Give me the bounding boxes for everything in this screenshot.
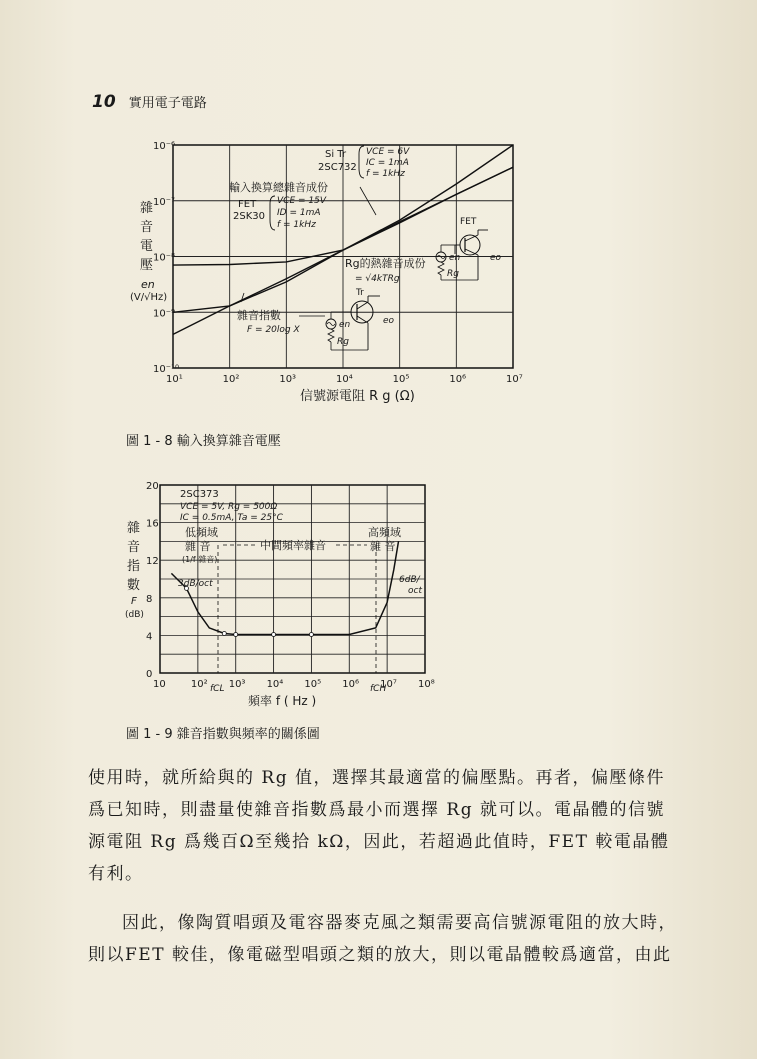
total-noise-label: 輸入換算總雜音成份: [229, 181, 328, 194]
noise-figure-point: [309, 633, 313, 637]
fig1-x-tick-label: 10⁷: [506, 374, 523, 385]
fig2-y-ticks: [146, 481, 159, 680]
si-ic-label: IC = 1mA: [366, 158, 409, 168]
noise-figure-point: [272, 633, 276, 637]
fig2-model-label: 2SC373: [180, 489, 219, 500]
fig1-y-ticks: [153, 141, 179, 375]
figure-1-9: [0, 470, 757, 710]
fig2-y-tick-label: 0: [146, 669, 153, 680]
fig2-y-tick-label: 8: [146, 593, 153, 605]
fig2-x-tick-label: 10⁷: [380, 679, 397, 690]
page-number: 10: [92, 92, 116, 112]
low-band-label-2: 雜 音: [185, 540, 211, 553]
fig1-x-tick-label: 10⁵: [392, 374, 410, 385]
si-brace: [359, 146, 364, 178]
tr-rg-label: Rg: [337, 337, 349, 347]
fig2-x-tick-label: 10: [153, 679, 166, 690]
fig1-y-tick-label: 10⁻⁷: [153, 196, 176, 208]
fet-vce-label: VCE = 15V: [277, 196, 326, 206]
fig2-ylabel-char: 音: [127, 540, 141, 555]
noise-formula: F = 20log X: [247, 325, 300, 335]
fet-resistor-icon: [438, 262, 444, 275]
thermal-noise-label: Rg的熱雜音成份: [345, 257, 426, 270]
fig2-cond2-label: IC = 0.5mA, Ta = 25°C: [180, 513, 283, 523]
fig2-ylabel-char: 雜: [127, 521, 141, 536]
si-vce-label: VCE = 6V: [366, 147, 410, 157]
page-header: [92, 92, 207, 112]
paragraph-text: 使用時，就所給與的 Rg 值，選擇其最適當的偏壓點。再者，偏壓條件爲已知時，則盡量使雜音指數爲最小而選擇 Rg 就可以。電晶體的信號源電阻 Rg 爲幾百Ω至幾拾 kΩ，因此，若超過此值時，FET 較電晶體有利。: [88, 768, 670, 884]
fet-transistor-icon: [460, 235, 480, 255]
si-model-label: 2SC732: [318, 162, 357, 173]
fch-label: fCH: [370, 684, 387, 694]
low-band-label: 低頻域: [185, 526, 218, 539]
fig2-ylabel-char: 數: [127, 578, 141, 593]
fig1-y-tick-label: 10⁻⁸: [153, 252, 176, 264]
fig1-x-ticks: [166, 374, 523, 385]
si-f-label: f = 1kHz: [366, 169, 405, 179]
fig2-ylabel-char: 指: [127, 559, 141, 574]
fig1-ylabel: [130, 200, 167, 303]
fig1-ylabel-symbol: en: [141, 278, 155, 291]
fig1-y-tick-label: 10⁻⁹: [153, 308, 176, 320]
high-band-label: 高頻域: [368, 526, 401, 539]
low-band-label-3: (1/f 雜音): [182, 555, 218, 564]
tr-resistor-icon: [328, 329, 334, 342]
si-tr-label: Si Tr: [325, 149, 347, 160]
noise-figure-point: [234, 633, 238, 637]
fig2-y-tick-label: 12: [146, 556, 159, 568]
body-paragraph-2: [88, 907, 678, 971]
noise-index-label: 雜音指數: [237, 309, 281, 322]
fig2-annotations: [178, 489, 422, 694]
fig1-x-tick-label: 10⁴: [336, 374, 353, 385]
running-title: 實用電子電路: [128, 96, 207, 111]
slope-high-label-2: oct: [408, 586, 422, 596]
fet-rg-label: Rg: [447, 269, 459, 279]
fet-en-label: en: [449, 253, 461, 263]
fig1-x-tick-label: 10⁶: [449, 374, 467, 385]
fig2-x-tick-label: 10²: [190, 679, 208, 690]
fig2-y-tick-label: 4: [146, 631, 153, 643]
fig2-ylabel: [125, 520, 144, 620]
high-band-label-2: 雜 音: [370, 540, 396, 553]
tr-en-label: en: [339, 320, 351, 330]
fig1-y-tick-label: 10⁻¹⁰: [153, 364, 180, 375]
figure-1-8-caption: 圖 1 - 8 輸入換算雜音電壓: [126, 434, 281, 449]
fig2-x-tick-label: 10⁶: [342, 679, 360, 690]
fig2-xlabel: 頻率 f ( Hz ): [248, 694, 317, 708]
fet-eo-label: eo: [490, 253, 502, 263]
tr-symbol-label: Tr: [356, 288, 364, 298]
fig1-grid: [173, 145, 513, 368]
thermal-formula: = √4kTRg: [355, 274, 400, 284]
fet-id-label: ID = 1mA: [277, 208, 321, 218]
fig1-ylabel-unit: (V/√Hz): [130, 292, 168, 303]
fet-f-label: f = 1kHz: [277, 220, 316, 230]
noise-figure-point: [222, 632, 226, 636]
fig1-ylabel-char: 音: [140, 220, 154, 235]
fcl-label: fCL: [210, 684, 225, 694]
slope-high-label: 6dB/: [399, 575, 420, 585]
fig1-x-tick-label: 10³: [279, 374, 297, 385]
fig2-y-tick-label: 20: [146, 481, 159, 492]
fig2-x-ticks: [153, 679, 435, 690]
fig1-ylabel-char: 壓: [140, 258, 154, 273]
slope-low-label: 3dB/oct: [178, 579, 213, 589]
fig1-xlabel: 信號源電阻 R g (Ω): [300, 389, 415, 404]
fet-symbol-label: FET: [460, 217, 477, 227]
fig2-ylabel-symbol: F: [131, 596, 137, 607]
fig2-ylabel-unit: (dB): [125, 610, 144, 620]
fig1-x-tick-label: 10¹: [166, 374, 183, 385]
fig2-cond1-label: VCE = 5V, Rg = 500Ω: [180, 502, 278, 512]
fig1-ylabel-char: 雜: [140, 201, 154, 216]
fig2-y-tick-label: 16: [146, 518, 159, 530]
mid-band-label: 中間頻率雜音: [260, 539, 326, 552]
fig1-annotations: [229, 146, 502, 350]
fig2-x-tick-label: 10⁵: [304, 679, 322, 690]
fig2-x-tick-label: 10⁸: [418, 679, 435, 690]
tr-eo-label: eo: [383, 316, 395, 326]
tr-circuit-schematic: [326, 288, 395, 350]
fig1-y-tick-label: 10⁻⁶: [153, 141, 176, 152]
fig2-x-tick-label: 10³: [228, 679, 246, 690]
fig1-x-tick-label: 10²: [222, 374, 240, 385]
fig1-ylabel-char: 電: [140, 239, 154, 254]
fig2-x-tick-label: 10⁴: [266, 679, 284, 690]
fet-label: FET: [238, 199, 257, 210]
fet-circuit-schematic: [436, 217, 502, 280]
paragraph-text: 因此，像陶質唱頭及電容器麥克風之類需要高信號源電阻的放大時，則以FET 較佳，像電磁型唱頭之類的放大，則以電晶體較爲適當，由此: [88, 913, 677, 965]
figure-1-9-caption: 圖 1 - 9 雜音指數與頻率的關係圖: [126, 727, 320, 742]
body-paragraph-1: [88, 762, 678, 890]
fet-model-label: 2SK30: [233, 211, 265, 222]
